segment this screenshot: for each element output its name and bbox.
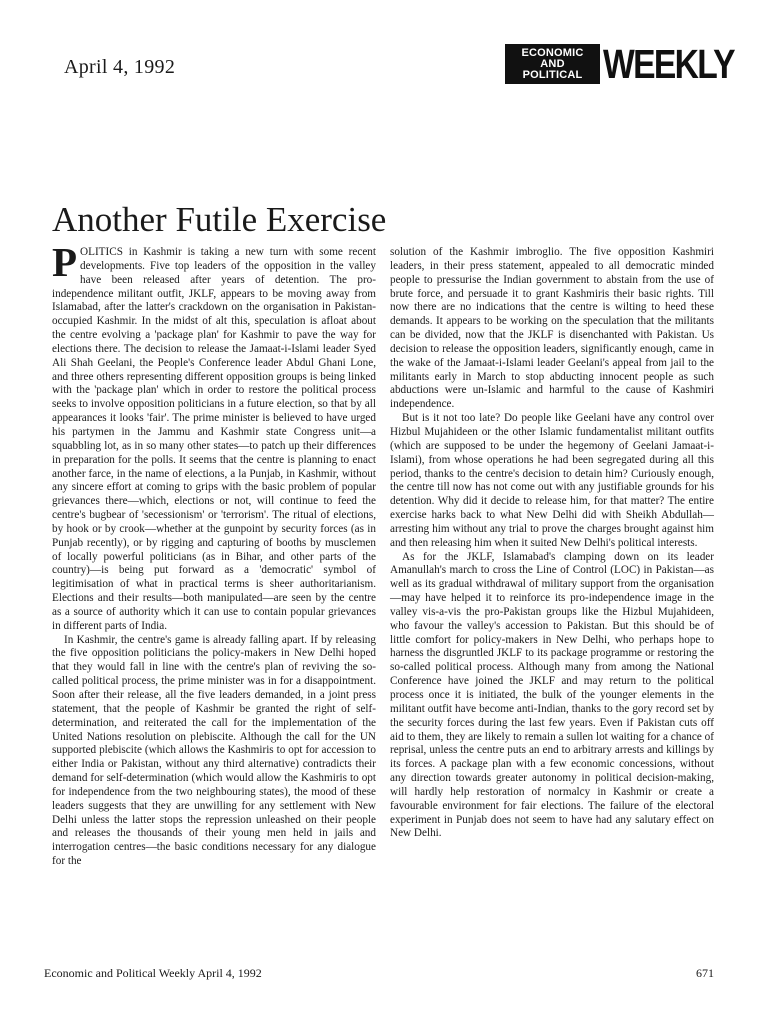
paragraph-1-text: OLITICS in Kashmir is taking a new turn with some recent developments. Five top leaders of the opposition in the valley have been released after years of detention. The pro-independence militant outfit, JKLF, appears to be moving away from Islamabad, after the latter's crackdown on the organisation in Pakistan-occupied Kashmir. In the midst of alt this, speculation is afloat about the centre evolving a 'package plan' for Kashmir to pave the way for elections there. The decision to release the Jamaat-i-Islami leader Syed Ali Shah Geelani, the People's Conference leader Abdul Ghani Lone, and three others representing different opposition groups is being linked with the 'package plan' which in order to restore the political process seeks to involve opposition politicians in a future election, so that by all appearances it looks 'fair'. The prime minister is believed to have urged his partymen in the Jammu and Kashmir state Congress unit—a squabbling lot, as in so many other states—to patch up their differences in preparation for the polls. It seems that the centre is planning to enact another farce, in the name of elections, a la Punjab, in Kashmir, without any sincere effort at coming to grips with the basic problem of popular grievances there—which, elections or not, will continue to feed the centre's bugbear of 'secessionism' or 'terrorism'. The ritual of elections, by hook or by crook—whether at the gunpoint by security forces (as in Punjab recently), or by rigging and capturing of booths by musclemen of locally powerful politicians (as in Bihar, and other parts of the country)—is being put forward as a 'democratic' symbol of legitimisation of what in practical terms is sheer authoritarianism. Elections and their results—both manipulated—are seen by the centre as a source of authority which it can use to contain popular grievances in different parts of India. [52,246,376,632]
footer-journal: Economic and Political Weekly April 4, 1992 [44,966,262,980]
paragraph-3: solution of the Kashmir imbroglio. The five opposition Kashmiri leaders, in their press statement, appealed to all democratic minded people to pressurise the Indian government to abstain from the use of brute force, and persuade it to grant Kashmiris their basic rights. Till now there are no indications that the centre is wilting to heed these demands. It appears to be working on the speculation that the militants can be divided, now that the JKLF is disenchanted with Pakistan. Us decision to release the opposition leaders, significantly enough, came in the wake of the Jamaat-i-Islami leader Geelani's appeal from jail to the militants early in March to stop abducting innocent people as such abductions were un-Islamic and harmful to the cause of Kashmiri independence. [390,246,714,411]
logo-word-weekly: WEEKLY [603,41,734,87]
paragraph-1 [52,239,376,634]
logo-line-economic: ECONOMIC [521,46,584,59]
logo-line-and: AND [540,57,565,70]
drop-cap: P [52,239,78,285]
paragraph-2: In Kashmir, the centre's game is already falling apart. If by releasing the five opposition politicians the policy-makers in New Delhi hoped that they would fall in line with the centre's plan of reviving the so-called political process, the prime minister was in for a disappointment. Soon after their release, all the five leaders demanded, in a joint press statement, that the people of Kashmir be granted the right of self-determination, and reiterated the call for the implementation of the United Nations resolution on plebiscite. Although the call for the UN supported plebiscite (which allows the Kashmiris to opt for accession to either India or Pakistan, without any third alternative) contradicts their demand for self-determination (which would allow the Kashmiris to opt for independence from the two neighbouring states), the mood of these leaders suggests that they are unwilling for any settlement with New Delhi unless the latter stops the repression unleashed on their people and releases the thousands of their young men held in jails and interrogation centres—the basic conditions necessary for any dialogue for the [52,633,376,868]
page-footer [44,966,714,981]
article-column-left [52,239,376,869]
issue-date: April 4, 1992 [64,56,176,78]
page-number: 671 [696,966,714,980]
paragraph-5: As for the JKLF, Islamabad's clamping down on its leader Amanullah's march to cross the Line of Control (LOC) in Pakistan—as well as its gradual withdrawal of military support from the organisation—may have helped it to reinforce its pro-independence image in the valley vis-a-vis the pro-Pakistan groups like the Hizbul Mujahideen, who favour the valley's accession to Pakistan. But this should be of little comfort for policy-makers in New Delhi, who perhaps hope to harness the disgruntled JKLF to its package programme or restoring the so-called political process. Although many from among the National Conference have joined the JKLF and may return to the political process once it is initiated, the bulk of the younger elements in the militant outfit have become anti-Indian, thanks to the gory record set by the security forces during the last few years. Even if Pakistan cuts off aid to them, they are likely to remain a sullen lot waiting for a chance of reprisal, unless the centre puts an end to arbitrary arrests and killings by its forces. A package plan with a few economic concessions, without any direction towards greater autonomy in political decision-making, will hardly help restoration of normalcy in Kashmir or create a favourable environment for fair elections. The failure of the electoral experiment in Punjab does not seem to have had any salutary effect on New Delhi. [390,550,714,840]
logo-box [505,44,600,84]
logo-line-political: POLITICAL [522,68,583,81]
article-column-right [390,246,714,841]
article-title: Another Futile Exercise [52,200,387,239]
journal-logo [505,41,763,87]
paragraph-4: But is it not too late? Do people like Geelani have any control over Hizbul Mujahideen or the other Islamic fundamentalist militant outfits (which are supposed to be under the hegemony of Geelani Jamaat-i-Islami), from whose operations he had been segregated during all this period, thanks to the centre's decision to detain him? Curiously enough, the centre till now has not come out with any justifiable grounds for his detention. Why did it decide to release him, for that matter? The entire exercise harks back to what New Delhi did with Sheikh Abdullah—arresting him without any trial to prove the charges brought against him and then releasing him when it suited New Delhi's political interests. [390,412,714,549]
